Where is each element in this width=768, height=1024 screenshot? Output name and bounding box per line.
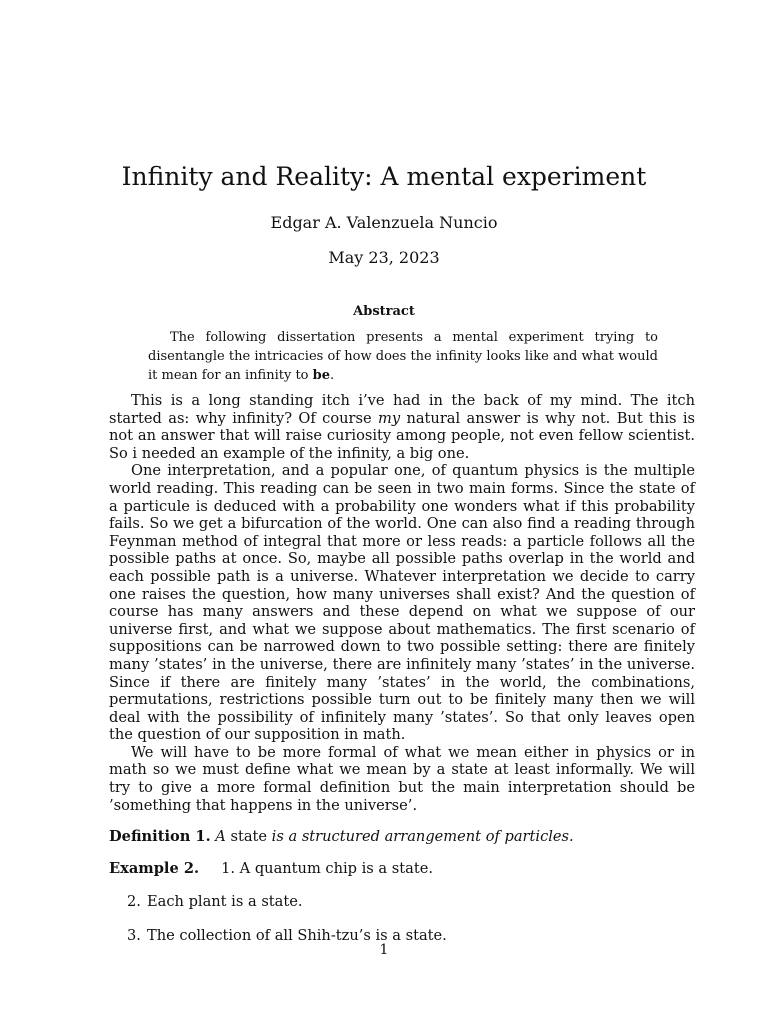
paper-title: Infinity and Reality: A mental experiment (121, 162, 647, 191)
example-item-1-text: A quantum chip is a state. (239, 859, 433, 877)
paragraph-1-emphasis: my (377, 409, 401, 427)
paragraph-1 (109, 392, 695, 462)
example-2 (109, 860, 695, 945)
abstract-text (148, 328, 658, 385)
page-number: 1 (379, 942, 389, 958)
abstract-body: The following dissertation presents a mental experiment trying to disentangle the intricacies of how does the infinity looks like and what would it mean for an infinity to (148, 330, 658, 383)
main-body (109, 392, 695, 945)
definition-term: state (230, 828, 268, 846)
definition-1 (109, 828, 695, 846)
definition-text-a: A (215, 828, 231, 846)
abstract-heading: Abstract (353, 304, 415, 319)
example-label: Example 2. (109, 859, 200, 877)
paper-date: May 23, 2023 (328, 248, 440, 267)
paragraph-3: We will have to be more formal of what we mean either in physics or in math so we must define what we mean by a state at least informally. We will try to give a more formal definition but the main interpretation should be ’something that happens in the universe’. (109, 743, 695, 814)
example-item-2-num: 2. (127, 893, 141, 911)
definition-label: Definition 1. (109, 828, 211, 846)
abstract-period: . (330, 368, 335, 383)
example-item-2-text: Each plant is a state. (147, 893, 303, 911)
definition-text-b: is a structured arrangement of particles. (267, 828, 574, 846)
paragraph-1-text-a: This is a long standing itch i’ve had in the back of my mind. The itch started as: why infinity? Of course (109, 392, 695, 427)
example-item-3-text: The collection of all Shih-tzu’s is a state. (147, 927, 447, 945)
paragraph-1-text-b: natural answer is why not. But this is not an answer that will raise curiosity among people, not even fellow scientist. So i needed an example of the infinity, a big one. (109, 409, 696, 462)
example-item-1 (221, 860, 433, 877)
example-item-2 (127, 893, 695, 911)
paragraph-2: One interpretation, and a popular one, of quantum physics is the multiple world reading. This reading can be seen in two main forms. Since the state of a particule is deduced with a probability one wonders what if this probability fails. So we get a bifurcation of the world. One can also find a reading through Feynman method of integral that more or less reads: a particle follows all the possible paths at once. So, maybe all possible paths overlap in the world and each possible path is a universe. Whatever interpretation we decide to carry one raises the question, how many universes shall exist? And the question of course has many answers and these depend on what we suppose of our universe first, and what we suppose about mathematics. The first scenario of suppositions can be narrowed down to two possible setting: there are finitely many ’states’ in the universe, there are infinitely many ’states’ in the universe. Since if there are finitely many ’states’ in the world, the combinations, permutations, restrictions possible turn out to be finitely many then we will deal with the possibility of infinitely many ’states’. So that only leaves open the question of our supposition in math. (109, 462, 695, 744)
example-list (109, 893, 695, 944)
example-item-1-num: 1. (221, 859, 236, 877)
abstract-bold-word: be (312, 368, 331, 383)
example-item-3-num: 3. (127, 927, 141, 945)
author-name: Edgar A. Valenzuela Nuncio (270, 213, 498, 232)
